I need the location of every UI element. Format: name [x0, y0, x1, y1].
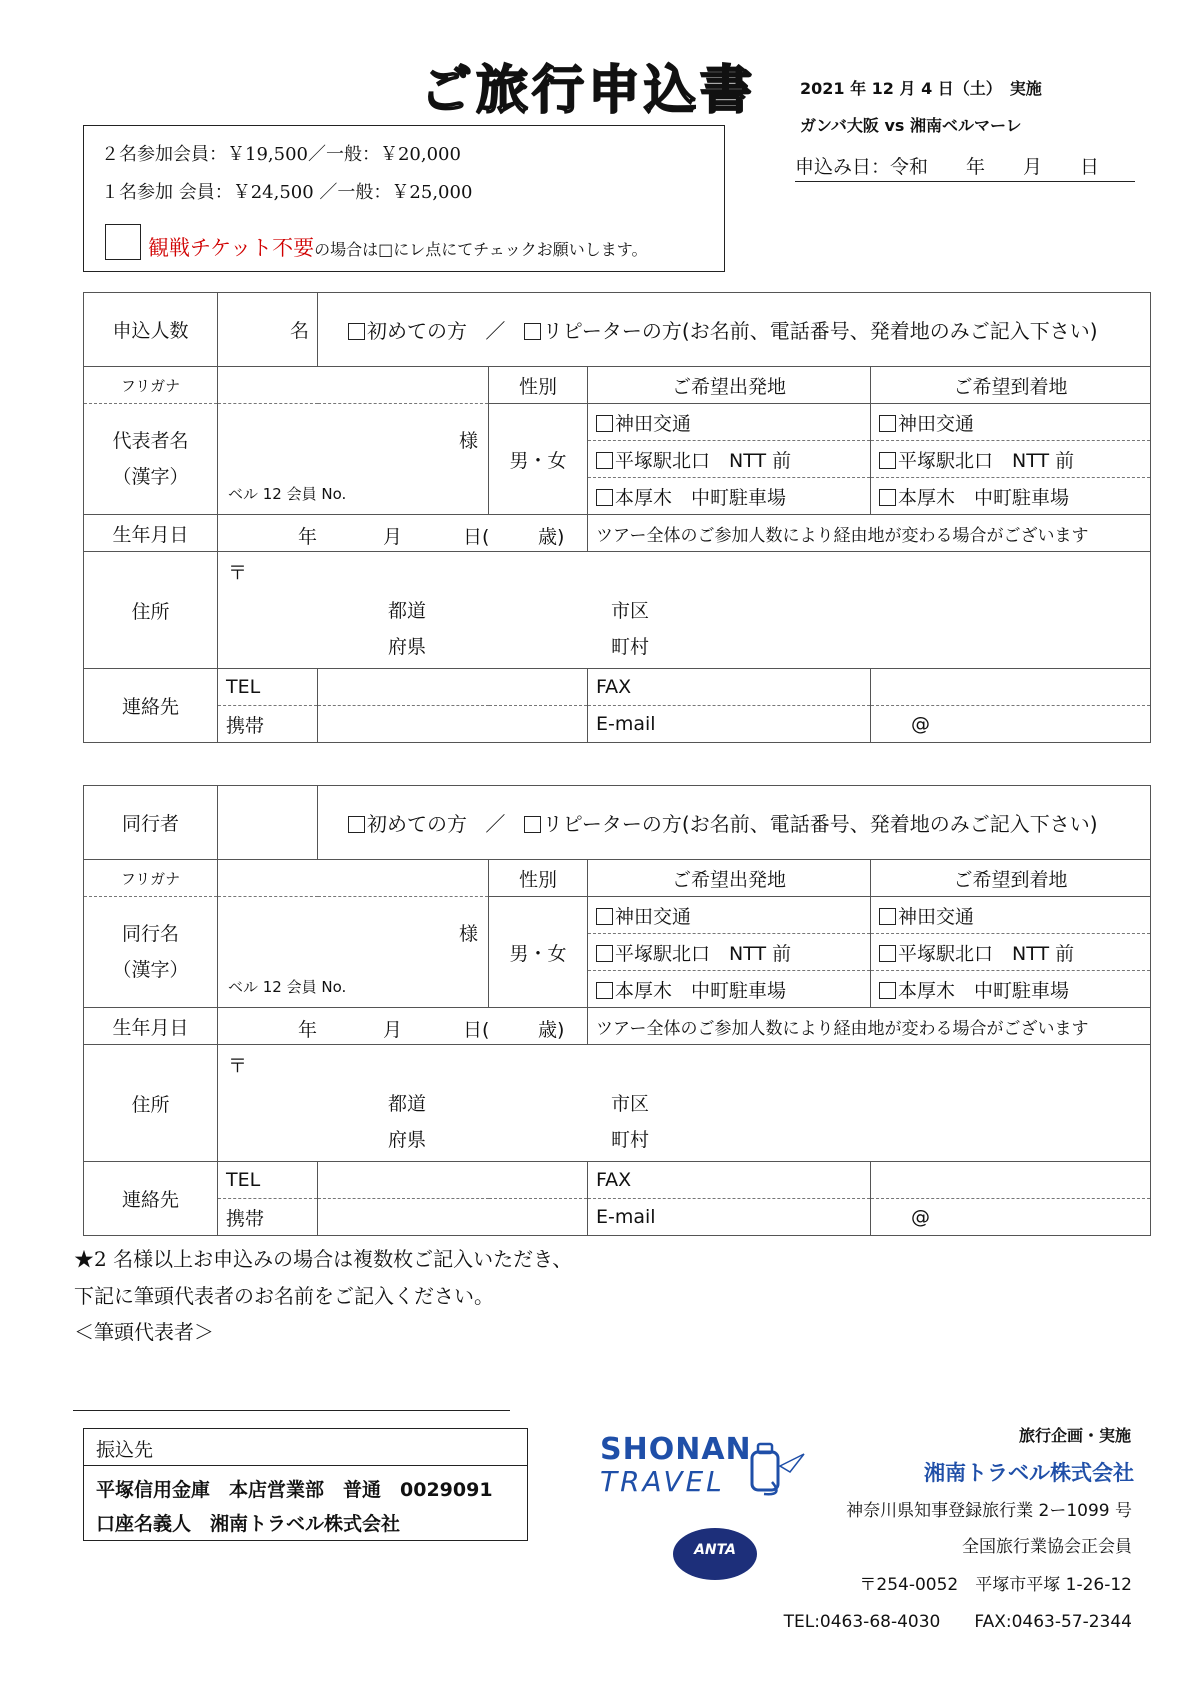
rep-name-label-2: （漢字）: [112, 466, 189, 488]
company-association: 全国旅行業協会正会員: [962, 1537, 1132, 1557]
first-time-checkbox[interactable]: [348, 323, 365, 340]
note-line-3: ＜筆頭代表者＞: [74, 1320, 214, 1344]
gender-select-2[interactable]: 男・女: [489, 897, 588, 1008]
no-ticket-label: 観戦チケット不要: [148, 236, 315, 260]
apply-date-field[interactable]: 申込み日：令和 年 月 日: [795, 152, 1135, 182]
applicant-count-label: 申込人数: [84, 293, 218, 367]
route-note-2: ツアー全体のご参加人数により経由地が変わる場合がございます: [588, 1008, 1151, 1045]
address-label: 住所: [84, 552, 218, 669]
tel-field[interactable]: [318, 669, 588, 706]
company-registration: 神奈川県知事登録旅行業 2ー1099 号: [846, 1501, 1132, 1521]
anta-logo: ANTA: [673, 1528, 757, 1580]
rep-name-label: [84, 404, 218, 515]
arrive-option-2[interactable]: 平塚駅北口 NTT 前: [871, 441, 1151, 478]
no-ticket-checkbox[interactable]: [105, 224, 141, 260]
count-unit: 名: [289, 320, 309, 342]
depart-label: ご希望出発地: [588, 367, 871, 404]
company-role: 旅行企画・実施: [1018, 1426, 1131, 1445]
tel-field-2[interactable]: [318, 1162, 588, 1199]
arrive-option-2-2[interactable]: 平塚駅北口 NTT 前: [871, 934, 1151, 971]
company-name: 湘南トラベル株式会社: [924, 1461, 1134, 1485]
first-time-checkbox-2[interactable]: [348, 816, 365, 833]
arrive-label-2: ご希望到着地: [871, 860, 1151, 897]
visit-type-row-2: 初めての方 ／ リピーターの方(お名前、電話番号、発着地のみご記入下さい): [318, 786, 1151, 860]
depart-option-1-2[interactable]: 神田交通: [588, 897, 871, 934]
bank-account: 平塚信用金庫 本店営業部 普通 0029091: [96, 1479, 493, 1501]
shonan-travel-logo: SHONAN TRAVEL: [600, 1432, 810, 1512]
gender-label-2: 性別: [489, 860, 588, 897]
birth-field[interactable]: 年 月 日( 歳): [218, 515, 588, 552]
rep-signature-line[interactable]: [73, 1410, 510, 1411]
companion-table: [83, 785, 1151, 1236]
price-box: [83, 125, 725, 272]
no-ticket-instruction: の場合は□にレ点にてチェックお願いします。: [314, 240, 648, 259]
bank-holder: 口座名義人 湘南トラベル株式会社: [96, 1513, 401, 1535]
arrive-option-1[interactable]: 神田交通: [871, 404, 1151, 441]
tel-label-2: TEL: [218, 1162, 318, 1199]
sama-label: 様: [458, 430, 478, 452]
price-one-person: １名参加 会員：￥24,500 ／一般：￥25,000: [101, 182, 473, 203]
rep-name-field[interactable]: [218, 404, 489, 515]
slash: ／: [485, 319, 506, 343]
companion-name-label: 同行名 （漢字）: [84, 897, 218, 1008]
fax-label-2: FAX: [588, 1162, 871, 1199]
depart-option-3-2[interactable]: 本厚木 中町駐車場: [588, 971, 871, 1008]
address-field[interactable]: 〒 都道 府県 市区 町村: [218, 552, 1151, 669]
mobile-field-2[interactable]: [318, 1199, 588, 1236]
member-no-label: ベル 12 会員 No.: [228, 485, 347, 503]
route-note: ツアー全体のご参加人数により経由地が変わる場合がございます: [588, 515, 1151, 552]
bank-box: [83, 1428, 528, 1541]
address-label-2: 住所: [84, 1045, 218, 1162]
note-line-1: ★2 名様以上お申込みの場合は複数枚ご記入いただき、: [74, 1247, 573, 1271]
depart-option-1[interactable]: 神田交通: [588, 404, 871, 441]
tel-label: TEL: [218, 669, 318, 706]
depart-option-2[interactable]: 平塚駅北口 NTT 前: [588, 441, 871, 478]
furigana-label: フリガナ: [84, 367, 218, 404]
contact-label: 連絡先: [84, 669, 218, 743]
repeater-checkbox[interactable]: [524, 323, 541, 340]
fax-field-2[interactable]: [871, 1162, 1151, 1199]
mobile-label-2: 携帯: [218, 1199, 318, 1236]
birth-field-2[interactable]: 年 月 日( 歳): [218, 1008, 588, 1045]
arrive-label: ご希望到着地: [871, 367, 1151, 404]
birth-label-2: 生年月日: [84, 1008, 218, 1045]
form-title: ご旅行申込書: [420, 61, 757, 121]
depart-option-2-2[interactable]: 平塚駅北口 NTT 前: [588, 934, 871, 971]
fax-label: FAX: [588, 669, 871, 706]
email-label-2: E-mail: [588, 1199, 871, 1236]
company-phone: TEL:0463-68-4030 FAX:0463-57-2344: [783, 1612, 1132, 1632]
fax-field[interactable]: [871, 669, 1151, 706]
arrive-option-3[interactable]: 本厚木 中町駐車場: [871, 478, 1151, 515]
mobile-field[interactable]: [318, 706, 588, 743]
furigana-field-2[interactable]: [218, 860, 489, 897]
applicant-table: [83, 292, 1151, 743]
birth-label: 生年月日: [84, 515, 218, 552]
event-date: 2021 年 12 月 4 日（土） 実施: [800, 79, 1042, 98]
note-line-2: 下記に筆頭代表者のお名前をご記入ください。: [74, 1284, 494, 1308]
repeater-checkbox-2[interactable]: [524, 816, 541, 833]
depart-option-3[interactable]: 本厚木 中町駐車場: [588, 478, 871, 515]
email-field[interactable]: @: [871, 706, 1151, 743]
furigana-field[interactable]: [218, 367, 489, 404]
gender-label: 性別: [489, 367, 588, 404]
bank-title: 振込先: [96, 1439, 154, 1461]
companion-field[interactable]: [218, 786, 318, 860]
bank-divider: [84, 1465, 527, 1466]
applicant-count-field[interactable]: [218, 293, 318, 367]
email-field-2[interactable]: @: [871, 1199, 1151, 1236]
companion-label: 同行者: [84, 786, 218, 860]
address-field-2[interactable]: 〒 都道 府県 市区 町村: [218, 1045, 1151, 1162]
arrive-option-3-2[interactable]: 本厚木 中町駐車場: [871, 971, 1151, 1008]
rep-name-label-1: 代表者名: [112, 430, 189, 452]
furigana-label-2: フリガナ: [84, 860, 218, 897]
suitcase-plane-icon: [744, 1436, 806, 1502]
email-label: E-mail: [588, 706, 871, 743]
depart-label-2: ご希望出発地: [588, 860, 871, 897]
match-name: ガンバ大阪 vs 湘南ベルマーレ: [800, 116, 1022, 135]
arrive-option-1-2[interactable]: 神田交通: [871, 897, 1151, 934]
first-time-label: 初めての方: [367, 319, 467, 343]
mobile-label: 携帯: [218, 706, 318, 743]
companion-name-field[interactable]: 様 ベル 12 会員 No.: [218, 897, 489, 1008]
company-address: 〒254-0052 平塚市平塚 1-26-12: [859, 1575, 1132, 1595]
visit-type-row: [318, 293, 1151, 367]
repeater-label: リピーターの方(お名前、電話番号、発着地のみご記入下さい): [542, 319, 1098, 343]
price-two-person: ２名参加会員：￥19,500／一般：￥20,000: [101, 144, 461, 165]
gender-select[interactable]: 男・女: [489, 404, 588, 515]
contact-label-2: 連絡先: [84, 1162, 218, 1236]
